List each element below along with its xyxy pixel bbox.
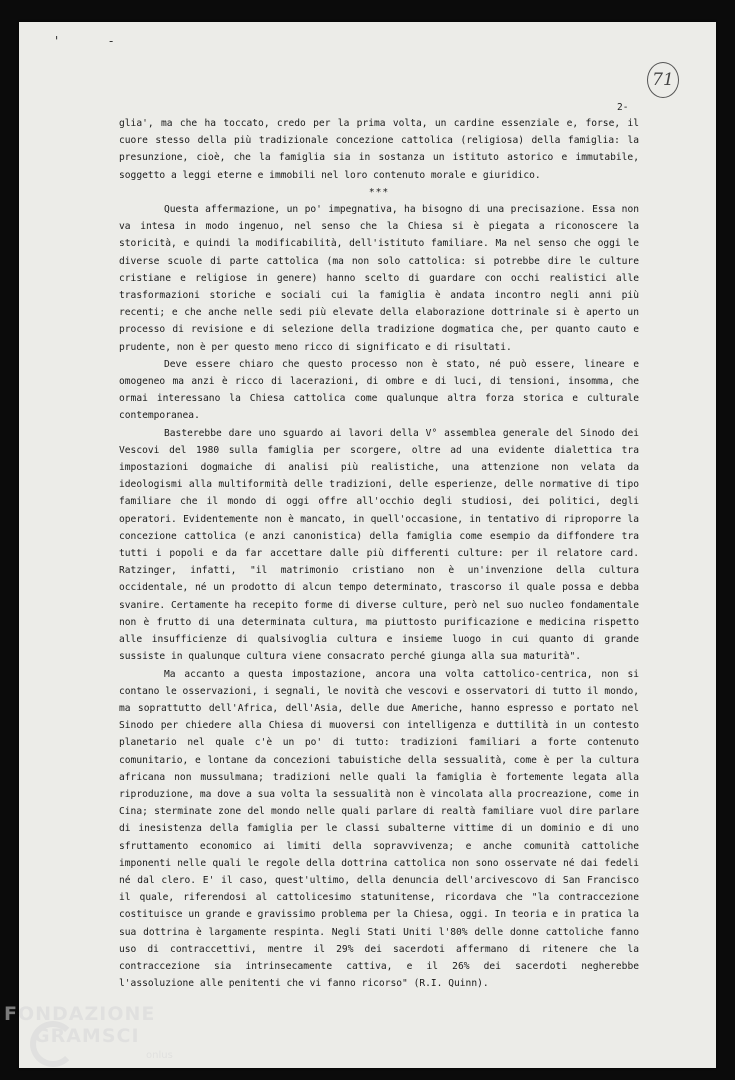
watermark-line-1: FONDAZIONE: [4, 1003, 156, 1025]
paragraph: Ma accanto a questa impostazione, ancora una volta cattolico-centrica, non si contano le osservazioni, i segnali, le novità che vescovi e osservatori di tutto il mondo, ma soprattutto dell'Africa, dell'Asia, delle due Americhe, hanno espresso e portato nel Sinodo per chiedere alla Chiesa di muoversi con intelligenza e duttilità in un contesto planetario nel quale c'è un po' di tutto: tradizioni familiari a forte contenuto comunitario, e lontane da concezioni tabuistiche della sessualità, come è per la cultura africana non mussulmana; tradizioni nelle quali la famiglia è fortemente legata alla riproduzione, ma dove a sua volta la sessualità non è vincolata alla procreazione, come in Cina; sterminate zone del mondo nelle quali parlare di realtà familiare vuol dire parlare di inesistenza della famiglia per le classi subalterne vittime di un dominio e di uno sfruttamento economico ai limiti della sopravvivenza; e anche comunità cattoliche imponenti nelle quali le regole della dottrina cattolica non sono osservate né dai fedeli né dal clero. E' il caso, quest'ultimo, della denuncia dell'arcivescovo di San Francisco il quale, riferendosi al cattolicesimo statunitense, ricordava che "la contraccezione costituisce un grande e gravissimo problema per la Chiesa, oggi. In teoria e in pratica la sua dottrina è largamente respinta. Negli Stati Uniti l'80% delle donne cattoliche fanno uso di contraccettivi, mentre il 29% dei sacerdoti affermano di ritenere che la contraccezione sia intrinsecamente cattiva, e il 26% dei sacerdoti negherebbe l'assoluzione alle penitenti che vi fanno ricorso" (R.I. Quinn).: [119, 668, 639, 990]
folio-number: 71: [652, 70, 674, 90]
corner-marks: ' -: [53, 34, 135, 48]
section-separator: ***: [368, 186, 390, 198]
watermark-line-3: onlus: [146, 1050, 173, 1061]
paragraph: Basterebbe dare uno sguardo ai lavori della V° assemblea generale del Sinodo dei Vescovi del 1980 sulla famiglia per scorgere, oltre ad una evidente dialettica tra impostazioni dogmaiche di analisi più realistiche, una attenzione non velata da ideologismi alla multiformità delle tradizioni, delle esperienze, delle normative di tipo familiare che il mondo di oggi offre all'occhio degli studiosi, dei politici, degli operatori. Evidentemente non è mancato, in quell'occasione, in tentativo di riproporre la concezione cattolica (e anzi canonistica) della famiglia come esempio da diffondere tra tutti i popoli e da far accettare dalle più differenti culture: per il relatore card. Ratzinger, infatti, "il matrimonio cristiano non è un'invenzione della cultura occidentale, né un prodotto di alcun tempo determinato, trascorso il quale possa e debba svanire. Certamente ha recepito forme di diverse culture, però nel suo nucleo fondamentale non è frutto di una determinata cultura, ma piuttosto purificazione e medicina rispetto alle insufficienze di qualsivoglia cultura e insieme luogo in cui quanto di grande sussiste in qualunque cultura viene consacrato perché giunga alla sua maturità".: [119, 427, 639, 663]
document-sheet: [19, 22, 716, 1068]
paragraph: Deve essere chiaro che questo processo non è stato, né può essere, lineare e omogeneo ma anzi è ricco di lacerazioni, di ombre e di luci, di tensioni, insomma, che ormai interessano la Chiesa cattolica come qualunque altra forza storica e culturale contemporanea.: [119, 358, 639, 422]
archive-watermark-logo: [4, 1003, 173, 1061]
paragraph-continuation: glia', ma che ha toccato, credo per la prima volta, un cardine essenziale e, forse, il cuore stesso della più tradizionale concezione cattolica (religiosa) della famiglia: la presunzione, cioè, che la famiglia sia in sostanza un istituto astorico e immutabile, soggetto a leggi eterne e immobili nel loro contenuto morale e giuridico.: [119, 118, 639, 181]
folio-stamp: [647, 62, 679, 98]
page-number: 2-: [617, 102, 629, 113]
paragraph: Questa affermazione, un po' impegnativa, ha bisogno di una precisazione. Essa non va intesa in modo ingenuo, nel senso che la Chiesa si è piegata a riconoscere la storicità, e quindi la modificabilità, dell'istituto familiare. Ma nel senso che oggi le diverse scuole di parte cattolica (ma non solo cattolica: si potrebbe dire le culture cristiane e religiose in genere) hanno scelto di guardare con occhi realistici alle trasformazioni storiche e sociali cui la famiglia è andata incontro negli anni più recenti; e che anche nelle sedi più elevate della elaborazione dottrinale si è aperto un processo di revisione e di selezione della tradizione dogmatica che, per quanto cauto e prudente, non è per questo meno ricco di significato e di risultati.: [119, 204, 639, 353]
document-body: [119, 115, 639, 992]
watermark-line-2: GRAMSCI: [34, 1025, 140, 1047]
